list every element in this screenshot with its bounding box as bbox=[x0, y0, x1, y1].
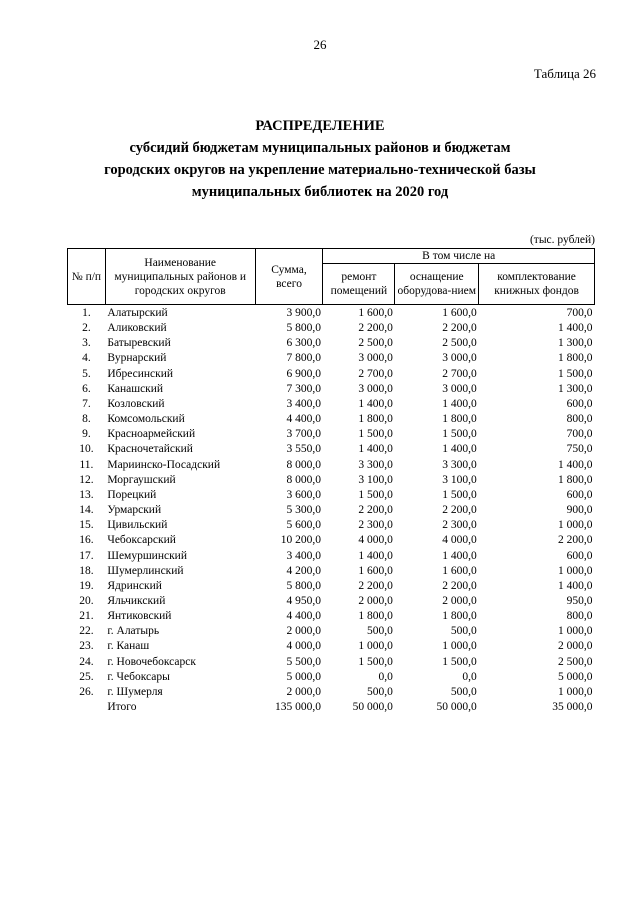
table-row bbox=[68, 427, 595, 442]
row-equipment: 2 700,0 bbox=[442, 367, 477, 380]
table-row bbox=[68, 336, 595, 351]
row-repair: 1 600,0 bbox=[358, 564, 393, 577]
row-name: Ядринский bbox=[107, 579, 162, 592]
row-equipment: 2 200,0 bbox=[442, 579, 477, 592]
title-line-4: муниципальных библиотек на 2020 год bbox=[191, 184, 449, 200]
distribution-table bbox=[67, 248, 595, 715]
row-number: 2. bbox=[82, 322, 91, 335]
row-repair: 1 600,0 bbox=[358, 307, 393, 319]
row-books: 600,0 bbox=[566, 549, 593, 562]
row-books: 750,0 bbox=[566, 443, 593, 456]
row-total: 8 000,0 bbox=[286, 473, 321, 486]
row-repair: 3 300,0 bbox=[358, 458, 393, 471]
row-total: 4 400,0 bbox=[286, 610, 321, 623]
row-number: 23. bbox=[79, 640, 94, 653]
table-row bbox=[68, 488, 595, 503]
row-equipment: 1 600,0 bbox=[442, 564, 477, 577]
row-equipment: 2 300,0 bbox=[442, 519, 477, 532]
row-number: 13. bbox=[79, 488, 94, 501]
row-repair: 0,0 bbox=[378, 670, 393, 683]
row-books: 800,0 bbox=[566, 610, 593, 623]
row-repair: 1 800,0 bbox=[358, 413, 393, 426]
row-name: Яльчикский bbox=[107, 594, 166, 607]
row-number: 7. bbox=[82, 397, 91, 410]
row-equipment: 500,0 bbox=[450, 685, 477, 698]
row-books: 35 000,0 bbox=[552, 701, 593, 714]
row-total: 2 000,0 bbox=[286, 685, 321, 698]
row-number: 12. bbox=[79, 473, 94, 486]
table-row bbox=[68, 412, 595, 427]
row-equipment: 0,0 bbox=[462, 670, 477, 683]
table-header bbox=[68, 249, 595, 305]
row-repair: 500,0 bbox=[367, 685, 393, 698]
table-row bbox=[68, 503, 595, 518]
row-books: 2 000,0 bbox=[558, 640, 593, 653]
table-row bbox=[68, 700, 595, 715]
row-books: 1 000,0 bbox=[558, 625, 593, 638]
row-repair: 3 000,0 bbox=[358, 382, 393, 395]
row-repair: 2 500,0 bbox=[358, 337, 393, 350]
row-number: 19. bbox=[79, 579, 94, 592]
row-total: 7 800,0 bbox=[286, 352, 321, 365]
row-name: Янтиковский bbox=[107, 610, 172, 623]
row-books: 1 300,0 bbox=[558, 382, 593, 395]
row-total: 135 000,0 bbox=[274, 701, 321, 714]
row-books: 5 000,0 bbox=[558, 670, 593, 683]
row-total: 3 600,0 bbox=[286, 488, 321, 501]
row-number: 1. bbox=[82, 307, 91, 319]
row-number: 16. bbox=[79, 534, 94, 547]
title-line-2: субсидий бюджетам муниципальных районов и бюджетам bbox=[129, 140, 511, 156]
row-books: 1 400,0 bbox=[558, 579, 593, 592]
row-number: 20. bbox=[79, 594, 94, 607]
table-reference: Таблица 26 bbox=[533, 66, 596, 81]
row-books: 2 200,0 bbox=[558, 534, 593, 547]
row-number bbox=[68, 700, 106, 715]
row-total: 3 400,0 bbox=[286, 549, 321, 562]
row-number: 26. bbox=[79, 685, 94, 698]
row-number: 21. bbox=[79, 610, 94, 623]
row-repair: 1 500,0 bbox=[358, 655, 393, 668]
row-repair: 1 800,0 bbox=[358, 610, 393, 623]
row-name: Козловский bbox=[107, 397, 165, 410]
row-equipment: 1 500,0 bbox=[442, 655, 477, 668]
row-books: 1 800,0 bbox=[558, 352, 593, 365]
row-books: 700,0 bbox=[566, 428, 593, 441]
row-total: 3 900,0 bbox=[286, 307, 321, 319]
table-row bbox=[68, 458, 595, 473]
row-total: 3 550,0 bbox=[286, 443, 321, 456]
header-repair: ремонт помещений bbox=[323, 264, 395, 305]
row-name: Цивильский bbox=[107, 519, 168, 532]
row-total: 5 800,0 bbox=[286, 322, 321, 335]
row-name: Порецкий bbox=[107, 488, 157, 501]
row-equipment: 3 300,0 bbox=[442, 458, 477, 471]
row-repair: 2 300,0 bbox=[358, 519, 393, 532]
row-equipment: 50 000,0 bbox=[436, 701, 477, 714]
header-including: В том числе на bbox=[323, 249, 595, 264]
row-equipment: 3 000,0 bbox=[442, 382, 477, 395]
row-equipment: 1 500,0 bbox=[442, 428, 477, 441]
row-number: 15. bbox=[79, 519, 94, 532]
row-equipment: 2 500,0 bbox=[442, 337, 477, 350]
row-books: 1 800,0 bbox=[558, 473, 593, 486]
row-total: 8 000,0 bbox=[286, 458, 321, 471]
table-row bbox=[68, 321, 595, 336]
row-books: 950,0 bbox=[566, 594, 593, 607]
row-books: 2 500,0 bbox=[558, 655, 593, 668]
row-total: 5 000,0 bbox=[286, 670, 321, 683]
row-books: 700,0 bbox=[566, 307, 593, 319]
row-total: 3 400,0 bbox=[286, 397, 321, 410]
row-equipment: 1 800,0 bbox=[442, 610, 477, 623]
row-name: г. Чебоксары bbox=[107, 670, 170, 683]
row-number: 3. bbox=[82, 337, 91, 350]
row-repair: 500,0 bbox=[367, 625, 393, 638]
row-books: 800,0 bbox=[566, 413, 593, 426]
header-total: Сумма, всего bbox=[255, 249, 323, 305]
row-total: 5 600,0 bbox=[286, 519, 321, 532]
table-row bbox=[68, 397, 595, 412]
row-name: г. Новочебоксарск bbox=[107, 655, 196, 668]
row-name: Шемуршинский bbox=[107, 549, 187, 562]
row-repair: 3 100,0 bbox=[358, 473, 393, 486]
row-name: Итого bbox=[107, 701, 137, 714]
table-body bbox=[68, 305, 595, 716]
row-equipment: 2 200,0 bbox=[442, 504, 477, 517]
row-total: 3 700,0 bbox=[286, 428, 321, 441]
table-row bbox=[68, 533, 595, 548]
table-row bbox=[68, 367, 595, 382]
row-equipment: 1 500,0 bbox=[442, 488, 477, 501]
table-row bbox=[68, 473, 595, 488]
row-name: Вурнарский bbox=[107, 352, 167, 365]
table-row bbox=[68, 579, 595, 594]
row-name: Мариинско-Посадский bbox=[107, 458, 221, 471]
row-books: 1 300,0 bbox=[558, 337, 593, 350]
row-equipment: 500,0 bbox=[450, 625, 477, 638]
row-total: 4 950,0 bbox=[286, 594, 321, 607]
row-total: 10 200,0 bbox=[280, 534, 321, 547]
row-total: 7 300,0 bbox=[286, 382, 321, 395]
row-repair: 4 000,0 bbox=[358, 534, 393, 547]
table-row bbox=[68, 549, 595, 564]
row-number: 24. bbox=[79, 655, 94, 668]
row-equipment: 1 600,0 bbox=[442, 307, 477, 319]
row-repair: 2 200,0 bbox=[358, 579, 393, 592]
header-name: Наименование муниципальных районов и городских округов bbox=[105, 249, 255, 305]
row-equipment: 1 000,0 bbox=[442, 640, 477, 653]
row-name: Моргаушский bbox=[107, 473, 176, 486]
row-total: 4 400,0 bbox=[286, 413, 321, 426]
row-name: Красночетайский bbox=[107, 443, 193, 456]
row-number: 22. bbox=[79, 625, 94, 638]
header-books: комплектование книжных фондов bbox=[479, 264, 595, 305]
row-number: 4. bbox=[82, 352, 91, 365]
row-equipment: 4 000,0 bbox=[442, 534, 477, 547]
row-name: г. Шумерля bbox=[107, 685, 163, 698]
row-books: 1 400,0 bbox=[558, 458, 593, 471]
row-equipment: 2 000,0 bbox=[442, 594, 477, 607]
row-total: 4 000,0 bbox=[286, 640, 321, 653]
row-number: 9. bbox=[82, 428, 91, 441]
row-repair: 50 000,0 bbox=[352, 701, 393, 714]
row-total: 4 200,0 bbox=[286, 564, 321, 577]
table-row bbox=[68, 382, 595, 397]
row-repair: 1 400,0 bbox=[358, 397, 393, 410]
table-row bbox=[68, 685, 595, 700]
row-total: 6 300,0 bbox=[286, 337, 321, 350]
units-label: (тыс. рублей) bbox=[529, 234, 595, 246]
row-number: 8. bbox=[82, 413, 91, 426]
page-number: 26 bbox=[313, 37, 327, 52]
row-repair: 2 000,0 bbox=[358, 594, 393, 607]
row-books: 1 000,0 bbox=[558, 519, 593, 532]
row-repair: 2 200,0 bbox=[358, 504, 393, 517]
row-equipment: 1 400,0 bbox=[442, 397, 477, 410]
row-total: 5 800,0 bbox=[286, 579, 321, 592]
row-books: 900,0 bbox=[566, 504, 593, 517]
row-total: 2 000,0 bbox=[286, 625, 321, 638]
row-name: Шумерлинский bbox=[107, 564, 184, 577]
row-equipment: 3 000,0 bbox=[442, 352, 477, 365]
row-repair: 2 700,0 bbox=[358, 367, 393, 380]
row-equipment: 1 800,0 bbox=[442, 413, 477, 426]
row-equipment: 1 400,0 bbox=[442, 549, 477, 562]
row-number: 25. bbox=[79, 670, 94, 683]
row-name: Чебоксарский bbox=[107, 534, 176, 547]
title-line-1: РАСПРЕДЕЛЕНИЕ bbox=[255, 118, 385, 134]
row-total: 5 300,0 bbox=[286, 504, 321, 517]
row-repair: 2 200,0 bbox=[358, 322, 393, 335]
table-row bbox=[68, 442, 595, 457]
table-row bbox=[68, 639, 595, 654]
row-number: 11. bbox=[79, 458, 94, 471]
row-repair: 1 400,0 bbox=[358, 549, 393, 562]
row-books: 1 500,0 bbox=[558, 367, 593, 380]
table-row bbox=[68, 594, 595, 609]
table-row bbox=[68, 305, 595, 322]
table-row bbox=[68, 670, 595, 685]
header-equipment: оснащение оборудова-нием bbox=[395, 264, 479, 305]
row-name: г. Алатырь bbox=[107, 625, 160, 638]
row-books: 1 400,0 bbox=[558, 322, 593, 335]
row-name: Красноармейский bbox=[107, 428, 196, 441]
row-repair: 1 500,0 bbox=[358, 428, 393, 441]
row-books: 600,0 bbox=[566, 397, 593, 410]
row-name: Аликовский bbox=[107, 322, 167, 335]
row-name: Алатырский bbox=[107, 307, 168, 319]
row-name: Комсомольский bbox=[107, 413, 185, 426]
row-books: 600,0 bbox=[566, 488, 593, 501]
row-number: 5. bbox=[82, 367, 91, 380]
row-number: 6. bbox=[82, 382, 91, 395]
row-repair: 1 500,0 bbox=[358, 488, 393, 501]
row-number: 10. bbox=[79, 443, 94, 456]
row-number: 14. bbox=[79, 504, 94, 517]
row-name: г. Канаш bbox=[107, 640, 150, 653]
row-equipment: 3 100,0 bbox=[442, 473, 477, 486]
table-row bbox=[68, 609, 595, 624]
row-total: 6 900,0 bbox=[286, 367, 321, 380]
row-equipment: 1 400,0 bbox=[442, 443, 477, 456]
document-title bbox=[0, 115, 640, 203]
row-name: Батыревский bbox=[107, 337, 171, 350]
table-row bbox=[68, 655, 595, 670]
table-row bbox=[68, 518, 595, 533]
table-row bbox=[68, 564, 595, 579]
title-line-3: городских округов на укрепление материально-технической базы bbox=[104, 162, 536, 178]
row-equipment: 2 200,0 bbox=[442, 322, 477, 335]
table-row bbox=[68, 624, 595, 639]
row-repair: 1 000,0 bbox=[358, 640, 393, 653]
row-name: Ибресинский bbox=[107, 367, 174, 380]
row-name: Урмарский bbox=[107, 504, 162, 517]
table-row bbox=[68, 351, 595, 366]
header-num: № п/п bbox=[68, 249, 106, 305]
row-total: 5 500,0 bbox=[286, 655, 321, 668]
row-number: 17. bbox=[79, 549, 94, 562]
row-number: 18. bbox=[79, 564, 94, 577]
row-books: 1 000,0 bbox=[558, 685, 593, 698]
row-repair: 1 400,0 bbox=[358, 443, 393, 456]
row-books: 1 000,0 bbox=[558, 564, 593, 577]
row-name: Канашский bbox=[107, 382, 164, 395]
row-repair: 3 000,0 bbox=[358, 352, 393, 365]
